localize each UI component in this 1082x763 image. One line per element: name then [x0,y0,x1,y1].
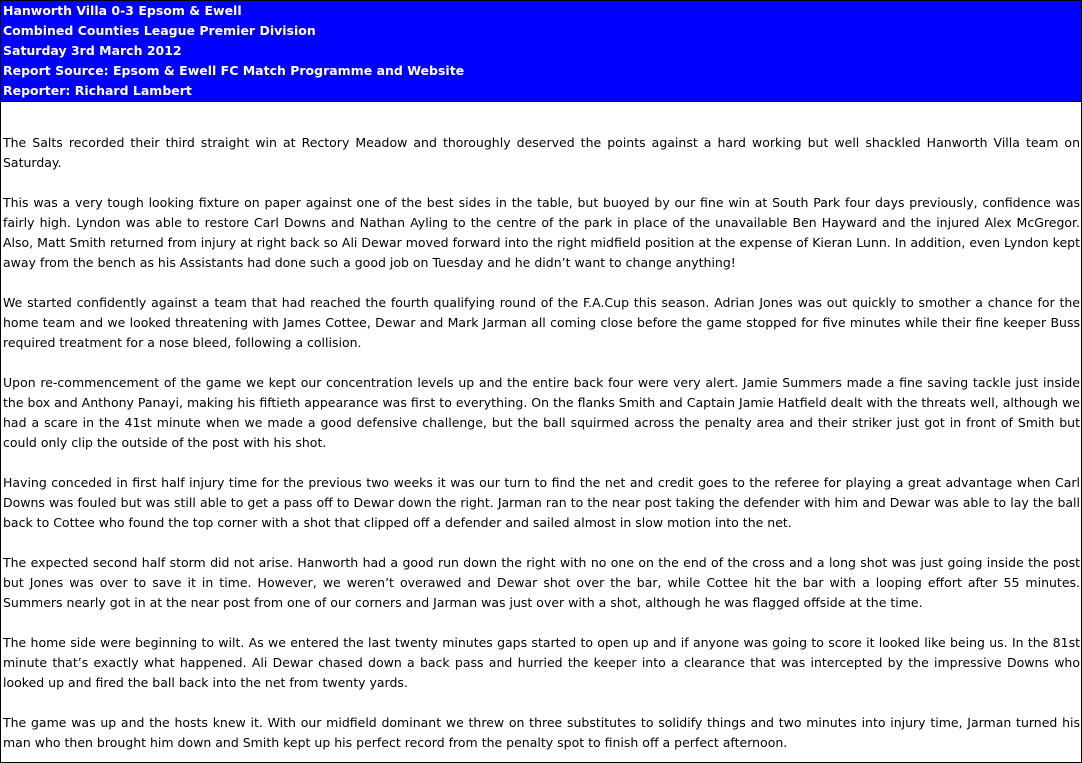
report-paragraph-5: Having conceded in first half injury time for the previous two weeks it was our turn to find the net and credit goes to the referee for playing a great advantage when Carl Downs was fouled but was still able to get a pass off to Dewar down the right. Jarman ran to the near post taking the defender with him and Dewar was able to lay the ball back to Cottee who found the top corner with a shot that clipped off a defender and sailed almost in slow motion into the net. [3,475,1080,530]
report-header [1,1,1081,102]
report-body [3,133,1080,753]
report-source: Report Source: Epsom & Ewell FC Match Programme and Website [3,63,465,78]
report-paragraph-8: The game was up and the hosts knew it. With our midfield dominant we threw on three substitutes to solidify things and two minutes into injury time, Jarman turned his man who then brought him down and Smith kept up his perfect record from the penalty spot to finish off a perfect afternoon. [3,715,1080,750]
competition-name: Combined Counties League Premier Division [3,23,316,38]
report-paragraph-2: This was a very tough looking fixture on paper against one of the best sides in the table, but buoyed by our fine win at South Park four days previously, confidence was fairly high. Lyndon was able to restore Carl Downs and Nathan Ayling to the centre of the park in place of the unavailable Ben Hayward and the injured Alex McGregor. Also, Matt Smith returned from injury at right back so Ali Dewar moved forward into the right midfield position at the expense of Kieran Lunn. In addition, even Lyndon kept away from the bench as his Assistants had done such a good job on Tuesday and he didn’t want to change anything! [3,195,1080,270]
report-paragraph-4: Upon re-commencement of the game we kept our concentration levels up and the entire back four were very alert. Jamie Summers made a fine saving tackle just inside the box and Anthony Panayi, making his fiftieth appearance was first to everything. On the flanks Smith and Captain Jamie Hatfield dealt with the threats well, although we had a scare in the 41st minute when we made a good defensive challenge, but the ball squirmed across the penalty area and their striker just got in front of Smith but could only clip the outside of the post with his shot. [3,375,1080,450]
report-paragraph-3: We started confidently against a team that had reached the fourth qualifying round of the F.A.Cup this season. Adrian Jones was out quickly to smother a chance for the home team and we looked threatening with James Cottee, Dewar and Mark Jarman all coming close before the game stopped for five minutes while their fine keeper Buss required treatment for a nose bleed, following a collision. [3,295,1080,350]
report-paragraph-6: The expected second half storm did not arise. Hanworth had a good run down the right with no one on the end of the cross and a long shot was just going inside the post but Jones was over to save it in time. However, we weren’t overawed and Dewar shot over the bar, while Cottee hit the bar with a looping effort after 55 minutes. Summers nearly got in at the near post from one of our corners and Jarman was just over with a shot, although he was flagged offside at the time. [3,555,1080,610]
reporter-name: Reporter: Richard Lambert [3,83,192,98]
match-title: Hanworth Villa 0-3 Epsom & Ewell [3,3,242,18]
report-paragraph-7: The home side were beginning to wilt. As we entered the last twenty minutes gaps started to open up and if anyone was going to score it looked like being us. In the 81st minute that’s exactly what happened. Ali Dewar chased down a back pass and hurried the keeper into a clearance that was intercepted by the impressive Downs who looked up and fired the ball back into the net from twenty yards. [3,635,1080,690]
report-paragraph-1: The Salts recorded their third straight win at Rectory Meadow and thoroughly deserved the points against a hard working but well shackled Hanworth Villa team on Saturday. [3,135,1080,170]
match-date: Saturday 3rd March 2012 [3,43,182,58]
